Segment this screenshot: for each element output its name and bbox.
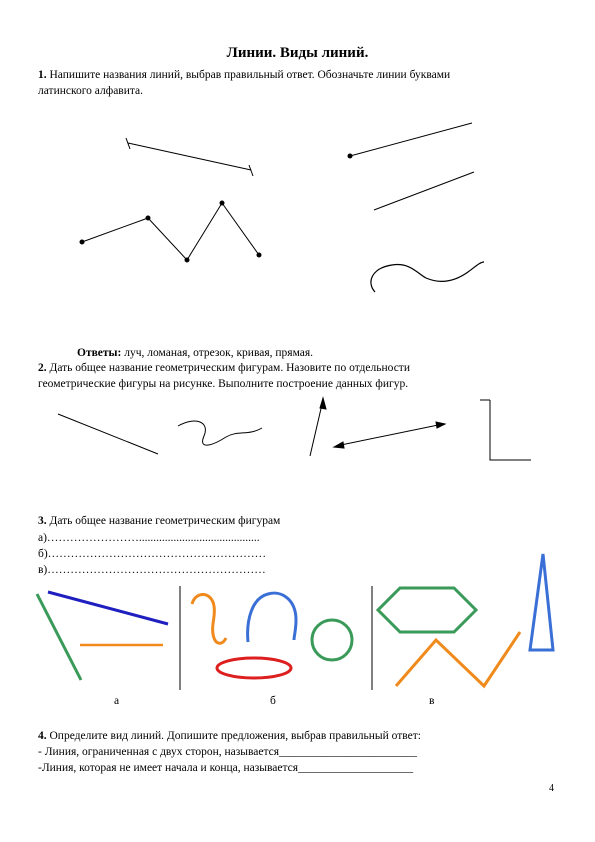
- q3-orange-polyline: [396, 632, 520, 686]
- q3-answer-b[interactable]: б)…………………………………………………: [38, 548, 267, 560]
- q2-text: Дать общее название геометрическим фигурам. Назовите по отдельности: [46, 362, 410, 374]
- q3-green-circle: [312, 620, 352, 660]
- q2-number: 2.: [38, 362, 47, 374]
- q1-answers: [77, 346, 313, 360]
- q1-curve: [371, 262, 484, 292]
- q3-blue-segment: [48, 592, 168, 624]
- q3-text: Дать общее название геометрическим фигурам: [46, 515, 281, 527]
- q3-blue-curve: [248, 593, 296, 642]
- q4-line1[interactable]: - Линия, ограниченная с двух сторон, называется________________________: [38, 746, 418, 758]
- q3-green-hexagon: [378, 588, 476, 632]
- q4-line2[interactable]: -Линия, которая не имеет начала и конца, называется____________________: [38, 762, 414, 774]
- q4-text-line: [38, 729, 421, 743]
- q3-blue-triangle: [530, 554, 553, 650]
- q1-number: 1.: [38, 69, 47, 81]
- q2-ray: [310, 398, 326, 456]
- q4-number: 4.: [38, 730, 47, 742]
- q3-orange-curve: [192, 594, 226, 643]
- q1-straight-line: [374, 172, 474, 210]
- q2-text-line1: [38, 361, 410, 375]
- q3-answer-c[interactable]: в)…………………………………………………: [38, 564, 266, 576]
- page-title: Линии. Виды линий.: [226, 45, 369, 61]
- q2-segment: [58, 414, 158, 454]
- q3-red-ellipse: [217, 658, 291, 678]
- q2-broken-line: [490, 400, 531, 460]
- q1-text: Напишите названия линий, выбрав правильный ответ. Обозначьте линии буквами: [46, 69, 451, 81]
- page-number: 4: [549, 783, 554, 794]
- q3-label-c: в: [429, 695, 435, 707]
- q1-segment: [126, 138, 253, 176]
- q1-ray: [348, 123, 472, 158]
- q2-curve: [178, 421, 262, 445]
- q1-text-line2: латинского алфавита.: [38, 85, 144, 97]
- q3-green-segment: [37, 594, 81, 680]
- q1-polyline: [80, 201, 261, 262]
- q1-answers-label: Ответы:: [77, 347, 122, 359]
- q2-text-line2: геометрические фигуры на рисунке. Выполните построение данных фигур.: [38, 378, 409, 390]
- q1-answers-text: луч, ломаная, отрезок, кривая, прямая.: [121, 347, 314, 359]
- q3-label-b: б: [270, 695, 276, 707]
- q2-double-arrow-line: [334, 422, 445, 448]
- q3-label-a: а: [114, 695, 120, 707]
- q3-text-line: [38, 514, 280, 528]
- q3-number: 3.: [38, 515, 47, 527]
- q4-text: Определите вид линий. Допишите предложения, выбрав правильный ответ:: [46, 730, 421, 742]
- q3-answer-a[interactable]: а)……………………..........................................: [38, 532, 260, 544]
